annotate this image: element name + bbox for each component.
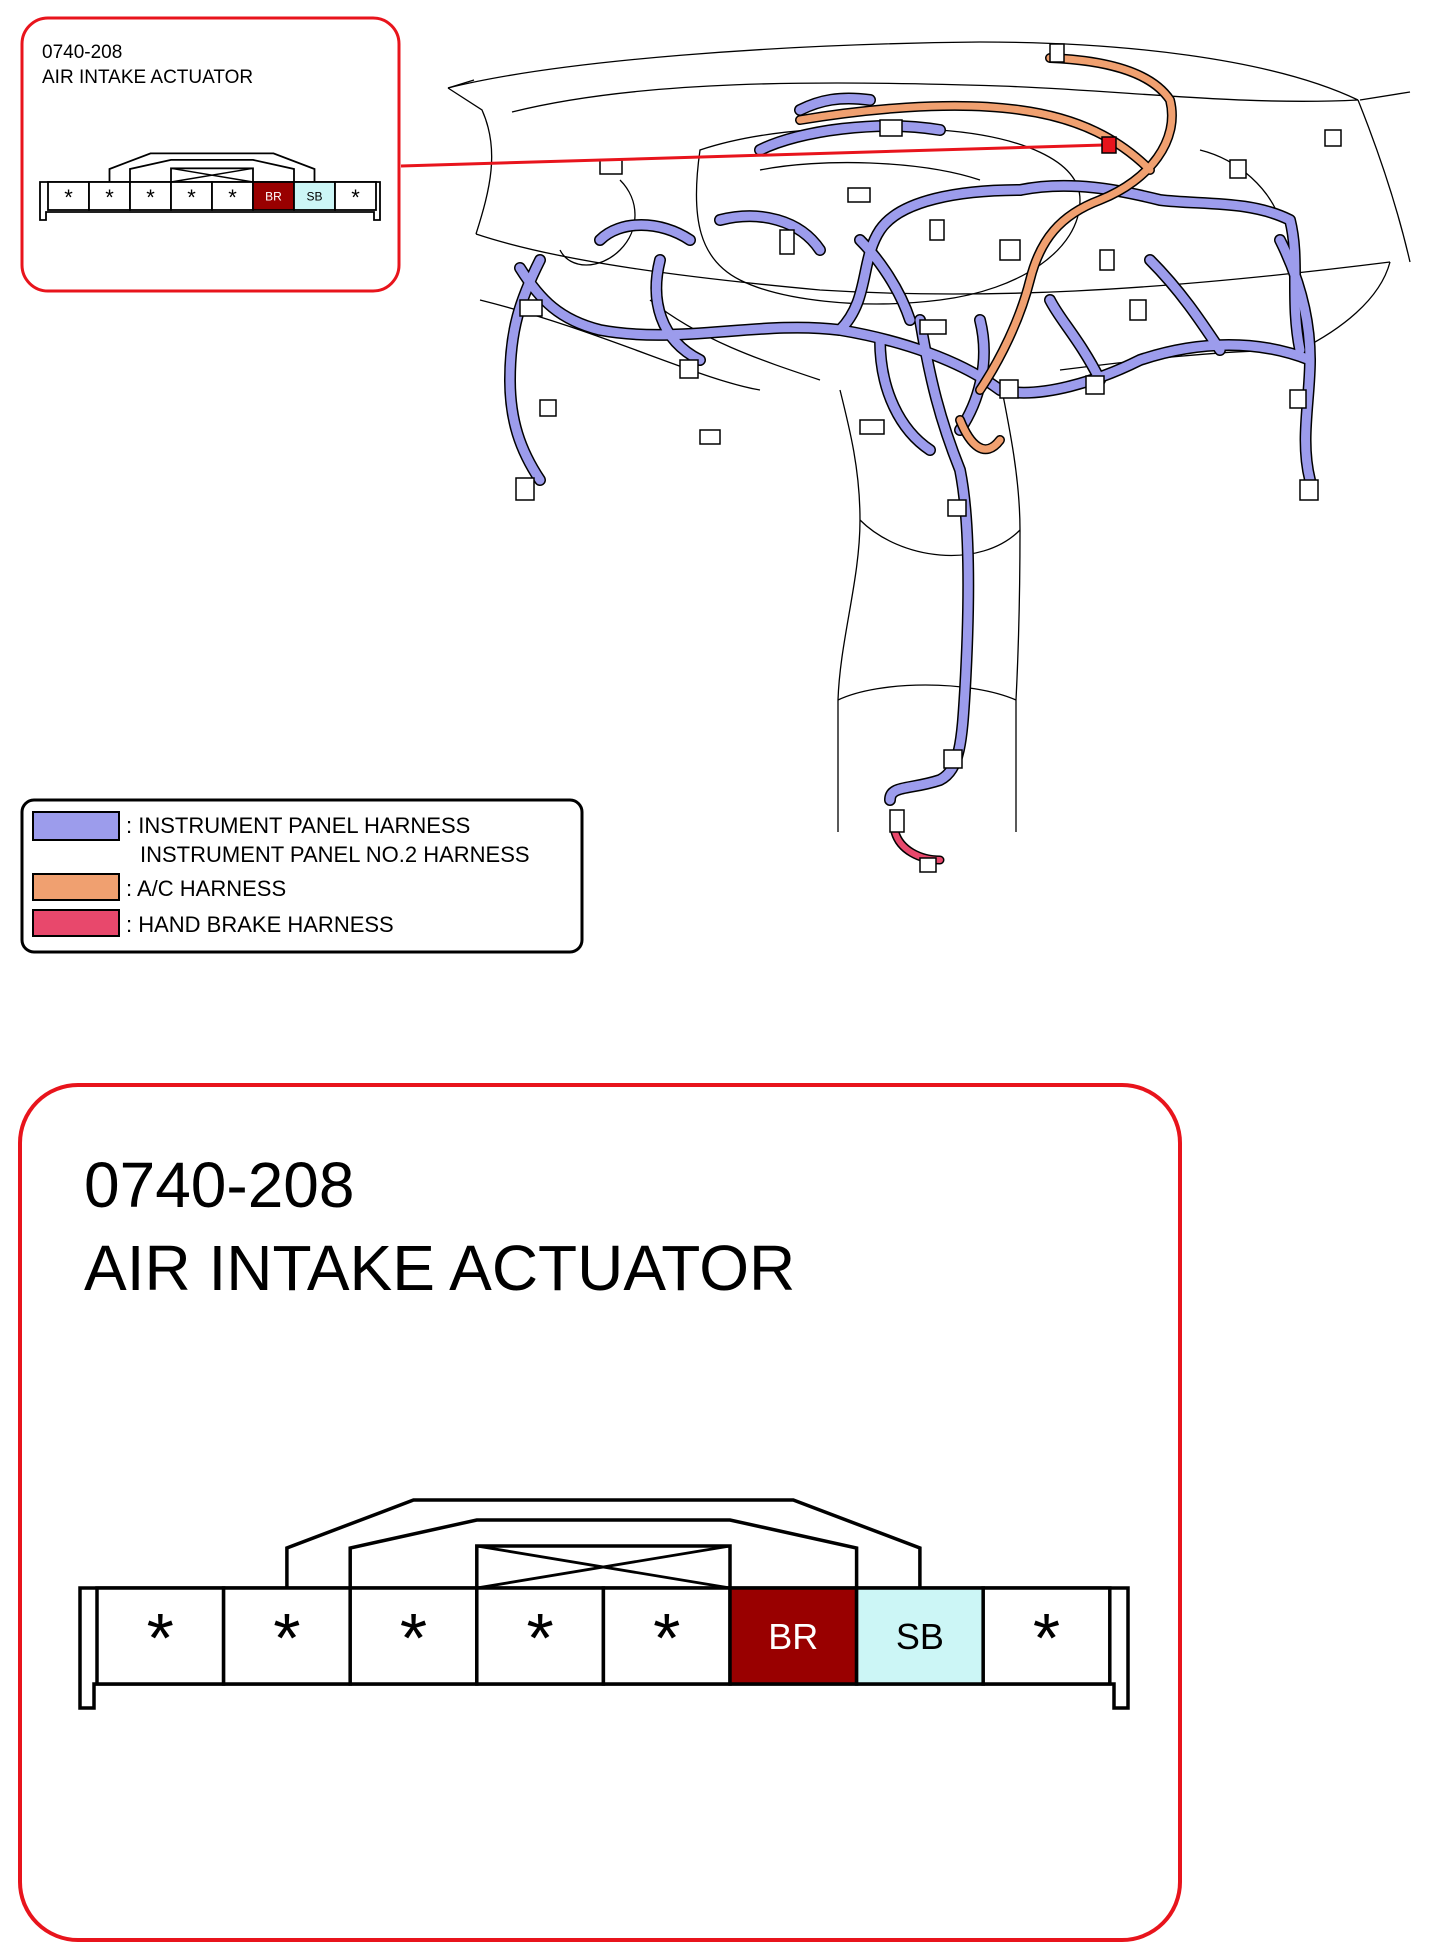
small-connector-pin-8-label: * — [351, 185, 360, 210]
small-connector-code: 0740-208 — [42, 42, 123, 63]
legend-swatch-instrument-panel — [33, 812, 119, 840]
small-connector-pin-7-label: SB — [306, 189, 323, 204]
large-connector-pin-6-label: BR — [768, 1615, 819, 1657]
connector-callout-small — [22, 18, 399, 291]
large-connector-pin-3-label: * — [399, 1599, 428, 1677]
legend-swatch-ac — [33, 874, 119, 900]
legend-label-instrument-panel: : INSTRUMENT PANEL HARNESS — [126, 813, 471, 838]
legend-label-instrument-panel-no2: INSTRUMENT PANEL NO.2 HARNESS — [140, 842, 530, 867]
small-connector-pin-3-label: * — [146, 185, 155, 210]
large-connector-pin-2-label: * — [273, 1599, 301, 1677]
large-connector-pin-8-label: * — [1032, 1599, 1061, 1677]
air-intake-actuator-connector-marker — [1102, 137, 1116, 153]
small-connector-pin-6-label: BR — [265, 189, 282, 204]
large-connector-code: 0740-208 — [84, 1149, 355, 1221]
legend-label-hand-brake: : HAND BRAKE HARNESS — [126, 912, 394, 937]
hand-brake-harness-wires — [895, 832, 940, 860]
large-connector-pin-4-label: * — [526, 1599, 554, 1677]
large-connector-name: AIR INTAKE ACTUATOR — [84, 1232, 796, 1304]
ac-harness-wires — [800, 58, 1172, 449]
small-connector-pin-5-label: * — [228, 185, 237, 210]
legend-label-ac: : A/C HARNESS — [126, 876, 287, 901]
legend-swatch-hand-brake — [33, 910, 119, 936]
small-connector-pin-4-label: * — [187, 185, 196, 210]
connector-detail-large — [20, 1085, 1180, 1940]
instrument-panel-harness-wires — [510, 98, 1310, 800]
small-connector-pin-2-label: * — [105, 185, 114, 210]
small-connector-pin-1-label: * — [64, 185, 73, 210]
callout-line — [401, 145, 1104, 166]
small-connector-name: AIR INTAKE ACTUATOR — [42, 67, 254, 88]
legend-item-hand-brake — [33, 910, 394, 937]
legend-item-ac — [33, 874, 286, 901]
harness-legend — [22, 800, 582, 952]
large-connector-pin-5-label: * — [653, 1599, 681, 1677]
large-connector-pin-7-label: SB — [895, 1615, 944, 1657]
large-connector-pin-1-label: * — [146, 1599, 174, 1677]
